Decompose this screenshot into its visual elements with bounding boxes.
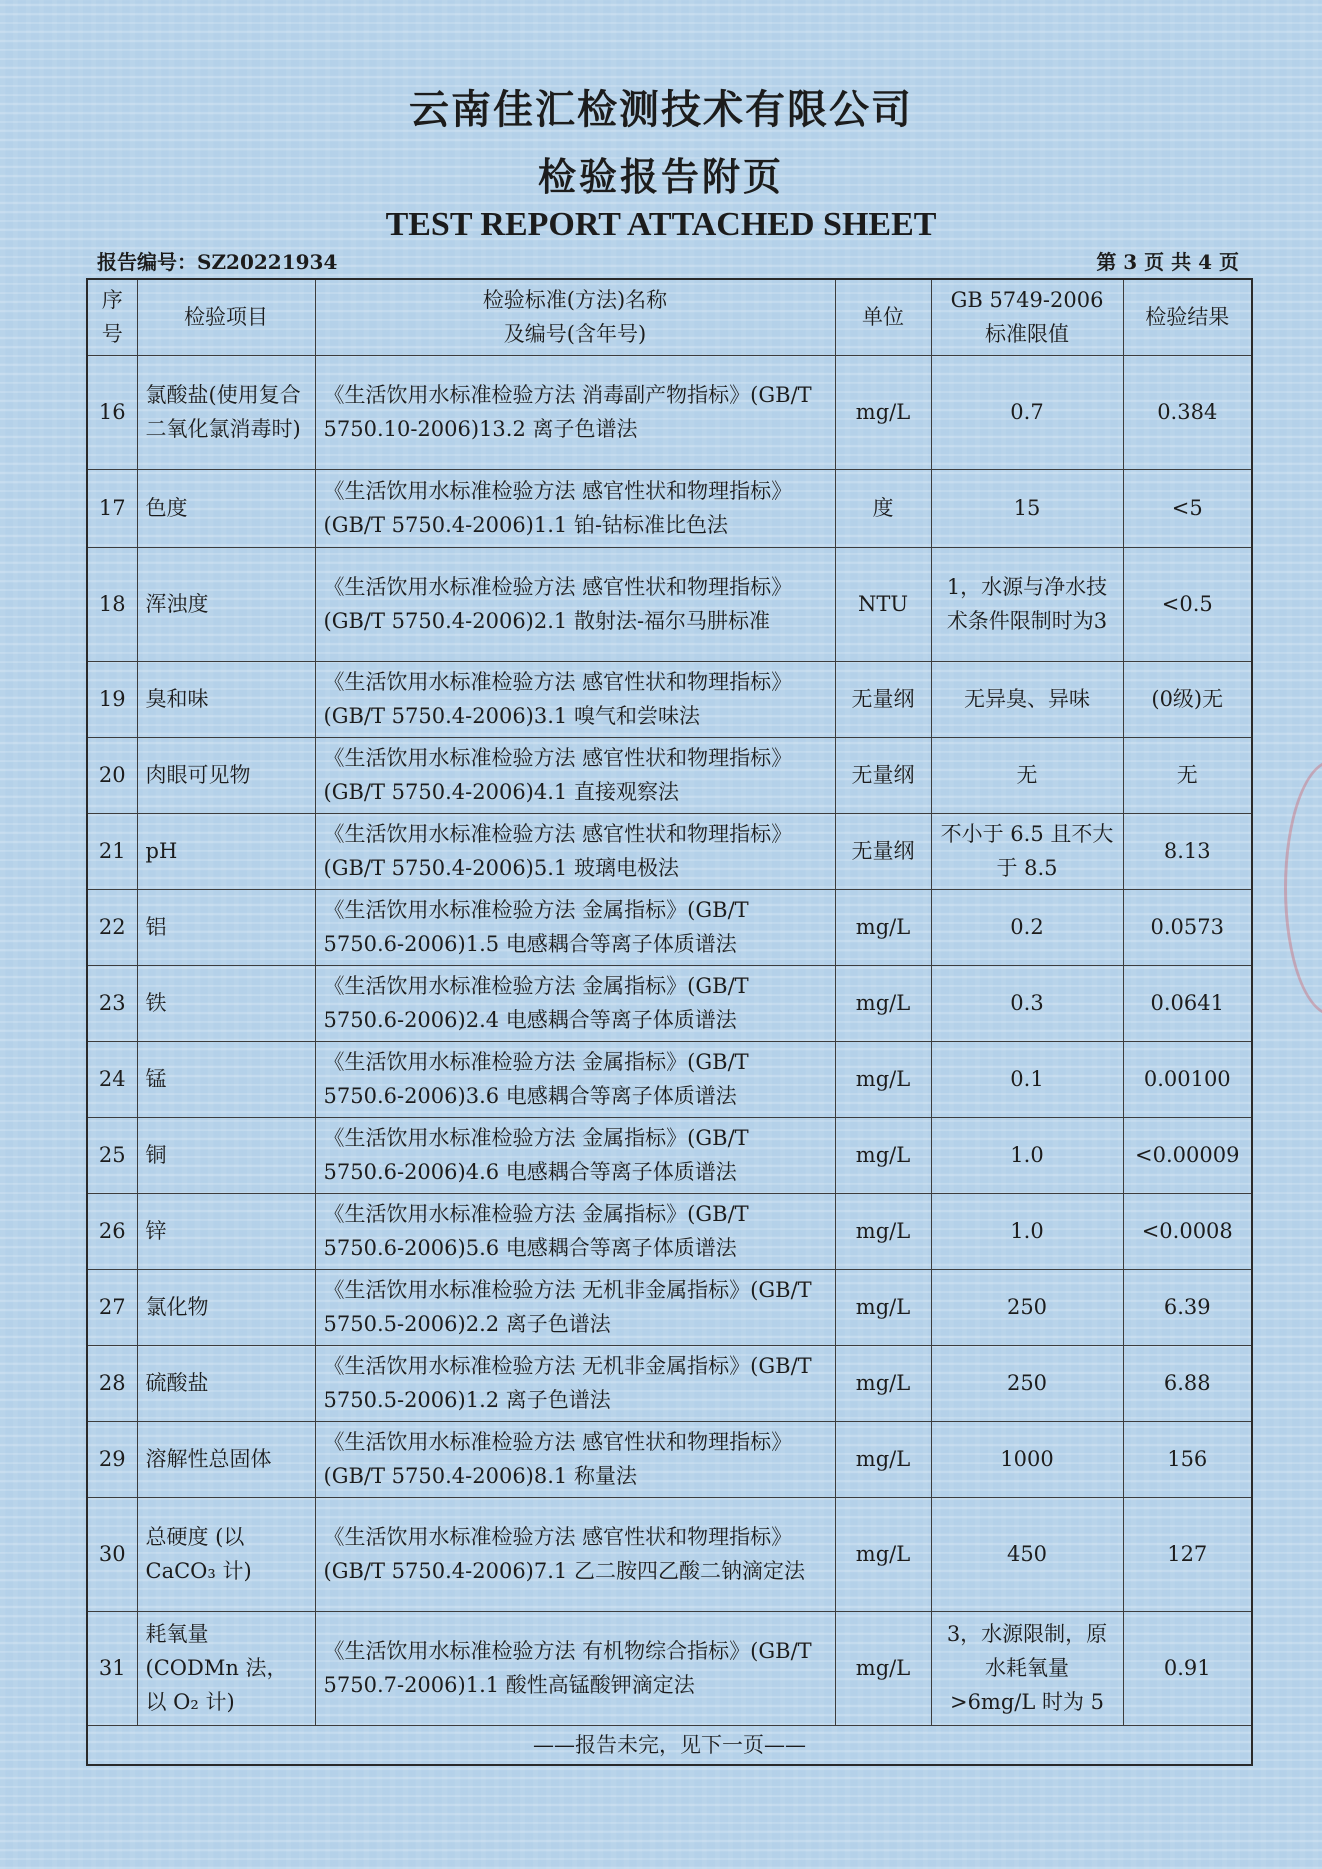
- header-limit: [931, 279, 1123, 355]
- standard-limit: 1000: [931, 1421, 1123, 1497]
- unit: mg/L: [835, 1269, 931, 1345]
- test-method: 《生活饮用水标准检验方法 金属指标》(GB/T 5750.6-2006)1.5 电感耦合等离子体质谱法: [315, 889, 835, 965]
- test-method: 《生活饮用水标准检验方法 感官性状和物理指标》(GB/T 5750.4-2006)4.1 直接观察法: [315, 737, 835, 813]
- table-row: [87, 1611, 1252, 1725]
- row-number: 29: [87, 1421, 137, 1497]
- sheet-title-en: TEST REPORT ATTACHED SHEET: [385, 206, 937, 243]
- table-row: [87, 1269, 1252, 1345]
- header-unit: 单位: [835, 279, 931, 355]
- row-number: 30: [87, 1497, 137, 1611]
- test-item: 铜: [137, 1117, 315, 1193]
- header-limit-line2: 标准限值: [985, 322, 1069, 347]
- test-results-table: [86, 278, 1253, 1766]
- standard-limit: 0.3: [931, 965, 1123, 1041]
- company-title: 云南佳汇检测技术有限公司: [409, 86, 913, 133]
- test-result: 无: [1123, 737, 1252, 813]
- row-number: 22: [87, 889, 137, 965]
- row-number: 27: [87, 1269, 137, 1345]
- row-number: 31: [87, 1611, 137, 1725]
- test-result: 0.0573: [1123, 889, 1252, 965]
- unit: 度: [835, 469, 931, 547]
- unit: mg/L: [835, 1193, 931, 1269]
- test-result: 6.39: [1123, 1269, 1252, 1345]
- test-method: 《生活饮用水标准检验方法 金属指标》(GB/T 5750.6-2006)3.6 电感耦合等离子体质谱法: [315, 1041, 835, 1117]
- test-item: 锌: [137, 1193, 315, 1269]
- test-item: 硫酸盐: [137, 1345, 315, 1421]
- test-result: <0.0008: [1123, 1193, 1252, 1269]
- unit: mg/L: [835, 889, 931, 965]
- red-seal-stamp: [1284, 760, 1322, 1016]
- test-result: <0.5: [1123, 547, 1252, 661]
- row-number: 21: [87, 813, 137, 889]
- header-method: [315, 279, 835, 355]
- table-row: [87, 469, 1252, 547]
- standard-limit: 0.1: [931, 1041, 1123, 1117]
- standard-limit: 0.7: [931, 355, 1123, 469]
- test-item: 总硬度 (以 CaCO₃ 计): [137, 1497, 315, 1611]
- standard-limit: 0.2: [931, 889, 1123, 965]
- row-number: 18: [87, 547, 137, 661]
- header-method-line1: 检验标准(方法)名称: [482, 288, 668, 313]
- unit: 无量纲: [835, 813, 931, 889]
- test-item: 氯化物: [137, 1269, 315, 1345]
- standard-limit: 1.0: [931, 1193, 1123, 1269]
- unit: mg/L: [835, 1611, 931, 1725]
- test-result: <5: [1123, 469, 1252, 547]
- table-row: [87, 1345, 1252, 1421]
- test-result: 0.00100: [1123, 1041, 1252, 1117]
- test-result: 0.0641: [1123, 965, 1252, 1041]
- header-seq: 序号: [87, 279, 137, 355]
- test-item: 耗氧量 (CODMn 法，以 O₂ 计): [137, 1611, 315, 1725]
- header-item: 检验项目: [137, 279, 315, 355]
- table-row: [87, 1041, 1252, 1117]
- standard-limit: 250: [931, 1345, 1123, 1421]
- table-row: [87, 1193, 1252, 1269]
- unit: mg/L: [835, 1041, 931, 1117]
- test-item: 铝: [137, 889, 315, 965]
- test-item: 铁: [137, 965, 315, 1041]
- table-row: [87, 661, 1252, 737]
- test-method: 《生活饮用水标准检验方法 金属指标》(GB/T 5750.6-2006)4.6 电感耦合等离子体质谱法: [315, 1117, 835, 1193]
- unit: 无量纲: [835, 737, 931, 813]
- table-row: [87, 737, 1252, 813]
- test-item: 溶解性总固体: [137, 1421, 315, 1497]
- test-method: 《生活饮用水标准检验方法 金属指标》(GB/T 5750.6-2006)2.4 电感耦合等离子体质谱法: [315, 965, 835, 1041]
- standard-limit: 450: [931, 1497, 1123, 1611]
- table-row: [87, 355, 1252, 469]
- standard-limit: 250: [931, 1269, 1123, 1345]
- test-result: 8.13: [1123, 813, 1252, 889]
- test-item: 锰: [137, 1041, 315, 1117]
- unit: mg/L: [835, 1117, 931, 1193]
- unit: mg/L: [835, 1497, 931, 1611]
- header-row: [87, 279, 1252, 355]
- unit: NTU: [835, 547, 931, 661]
- test-method: 《生活饮用水标准检验方法 有机物综合指标》(GB/T 5750.7-2006)1.1 酸性高锰酸钾滴定法: [315, 1611, 835, 1725]
- header-method-line2: 及编号(含年号): [503, 322, 647, 347]
- table-row: [87, 813, 1252, 889]
- table-row: [87, 547, 1252, 661]
- header-result: 检验结果: [1123, 279, 1252, 355]
- test-method: 《生活饮用水标准检验方法 感官性状和物理指标》(GB/T 5750.4-2006)3.1 嗅气和尝味法: [315, 661, 835, 737]
- unit: mg/L: [835, 965, 931, 1041]
- test-item: 氯酸盐(使用复合二氧化氯消毒时): [137, 355, 315, 469]
- test-method: 《生活饮用水标准检验方法 消毒副产物指标》(GB/T 5750.10-2006)13.2 离子色谱法: [315, 355, 835, 469]
- row-number: 24: [87, 1041, 137, 1117]
- page-indicator: 第 3 页 共 4 页: [1096, 250, 1239, 274]
- test-method: 《生活饮用水标准检验方法 感官性状和物理指标》(GB/T 5750.4-2006)5.1 玻璃电极法: [315, 813, 835, 889]
- row-number: 16: [87, 355, 137, 469]
- test-result: 0.91: [1123, 1611, 1252, 1725]
- test-method: 《生活饮用水标准检验方法 感官性状和物理指标》(GB/T 5750.4-2006)2.1 散射法-福尔马肼标准: [315, 547, 835, 661]
- test-item: 浑浊度: [137, 547, 315, 661]
- test-item: 臭和味: [137, 661, 315, 737]
- unit: mg/L: [835, 1345, 931, 1421]
- test-item: 肉眼可见物: [137, 737, 315, 813]
- standard-limit: 15: [931, 469, 1123, 547]
- unit: 无量纲: [835, 661, 931, 737]
- test-result: <0.00009: [1123, 1117, 1252, 1193]
- table-row: [87, 889, 1252, 965]
- continued-note: ——报告未完，见下一页——: [87, 1725, 1252, 1765]
- test-method: 《生活饮用水标准检验方法 感官性状和物理指标》(GB/T 5750.4-2006)1.1 铂-钴标准比色法: [315, 469, 835, 547]
- sheet-subtitle: 检验报告附页: [537, 154, 784, 199]
- test-method: 《生活饮用水标准检验方法 感官性状和物理指标》(GB/T 5750.4-2006)7.1 乙二胺四乙酸二钠滴定法: [315, 1497, 835, 1611]
- row-number: 19: [87, 661, 137, 737]
- test-item: pH: [137, 813, 315, 889]
- unit: mg/L: [835, 355, 931, 469]
- standard-limit: 3，水源限制，原水耗氧量 >6mg/L 时为 5: [931, 1611, 1123, 1725]
- row-number: 26: [87, 1193, 137, 1269]
- standard-limit: 不小于 6.5 且不大于 8.5: [931, 813, 1123, 889]
- standard-limit: 无: [931, 737, 1123, 813]
- test-method: 《生活饮用水标准检验方法 感官性状和物理指标》(GB/T 5750.4-2006)8.1 称量法: [315, 1421, 835, 1497]
- row-number: 28: [87, 1345, 137, 1421]
- test-method: 《生活饮用水标准检验方法 金属指标》(GB/T 5750.6-2006)5.6 电感耦合等离子体质谱法: [315, 1193, 835, 1269]
- header-limit-line1: GB 5749-2006: [950, 288, 1104, 313]
- row-number: 17: [87, 469, 137, 547]
- test-item: 色度: [137, 469, 315, 547]
- row-number: 23: [87, 965, 137, 1041]
- table-row: [87, 1497, 1252, 1611]
- standard-limit: 无异臭、异味: [931, 661, 1123, 737]
- table-row: [87, 1421, 1252, 1497]
- unit: mg/L: [835, 1421, 931, 1497]
- row-number: 25: [87, 1117, 137, 1193]
- test-result: 156: [1123, 1421, 1252, 1497]
- standard-limit: 1，水源与净水技术条件限制时为3: [931, 547, 1123, 661]
- test-result: (0级)无: [1123, 661, 1252, 737]
- footer-row: [87, 1725, 1252, 1765]
- report-number: 报告编号：SZ20221934: [97, 250, 338, 274]
- table-row: [87, 965, 1252, 1041]
- standard-limit: 1.0: [931, 1117, 1123, 1193]
- test-result: 6.88: [1123, 1345, 1252, 1421]
- test-result: 0.384: [1123, 355, 1252, 469]
- row-number: 20: [87, 737, 137, 813]
- test-result: 127: [1123, 1497, 1252, 1611]
- test-method: 《生活饮用水标准检验方法 无机非金属指标》(GB/T 5750.5-2006)2.2 离子色谱法: [315, 1269, 835, 1345]
- test-method: 《生活饮用水标准检验方法 无机非金属指标》(GB/T 5750.5-2006)1.2 离子色谱法: [315, 1345, 835, 1421]
- table-row: [87, 1117, 1252, 1193]
